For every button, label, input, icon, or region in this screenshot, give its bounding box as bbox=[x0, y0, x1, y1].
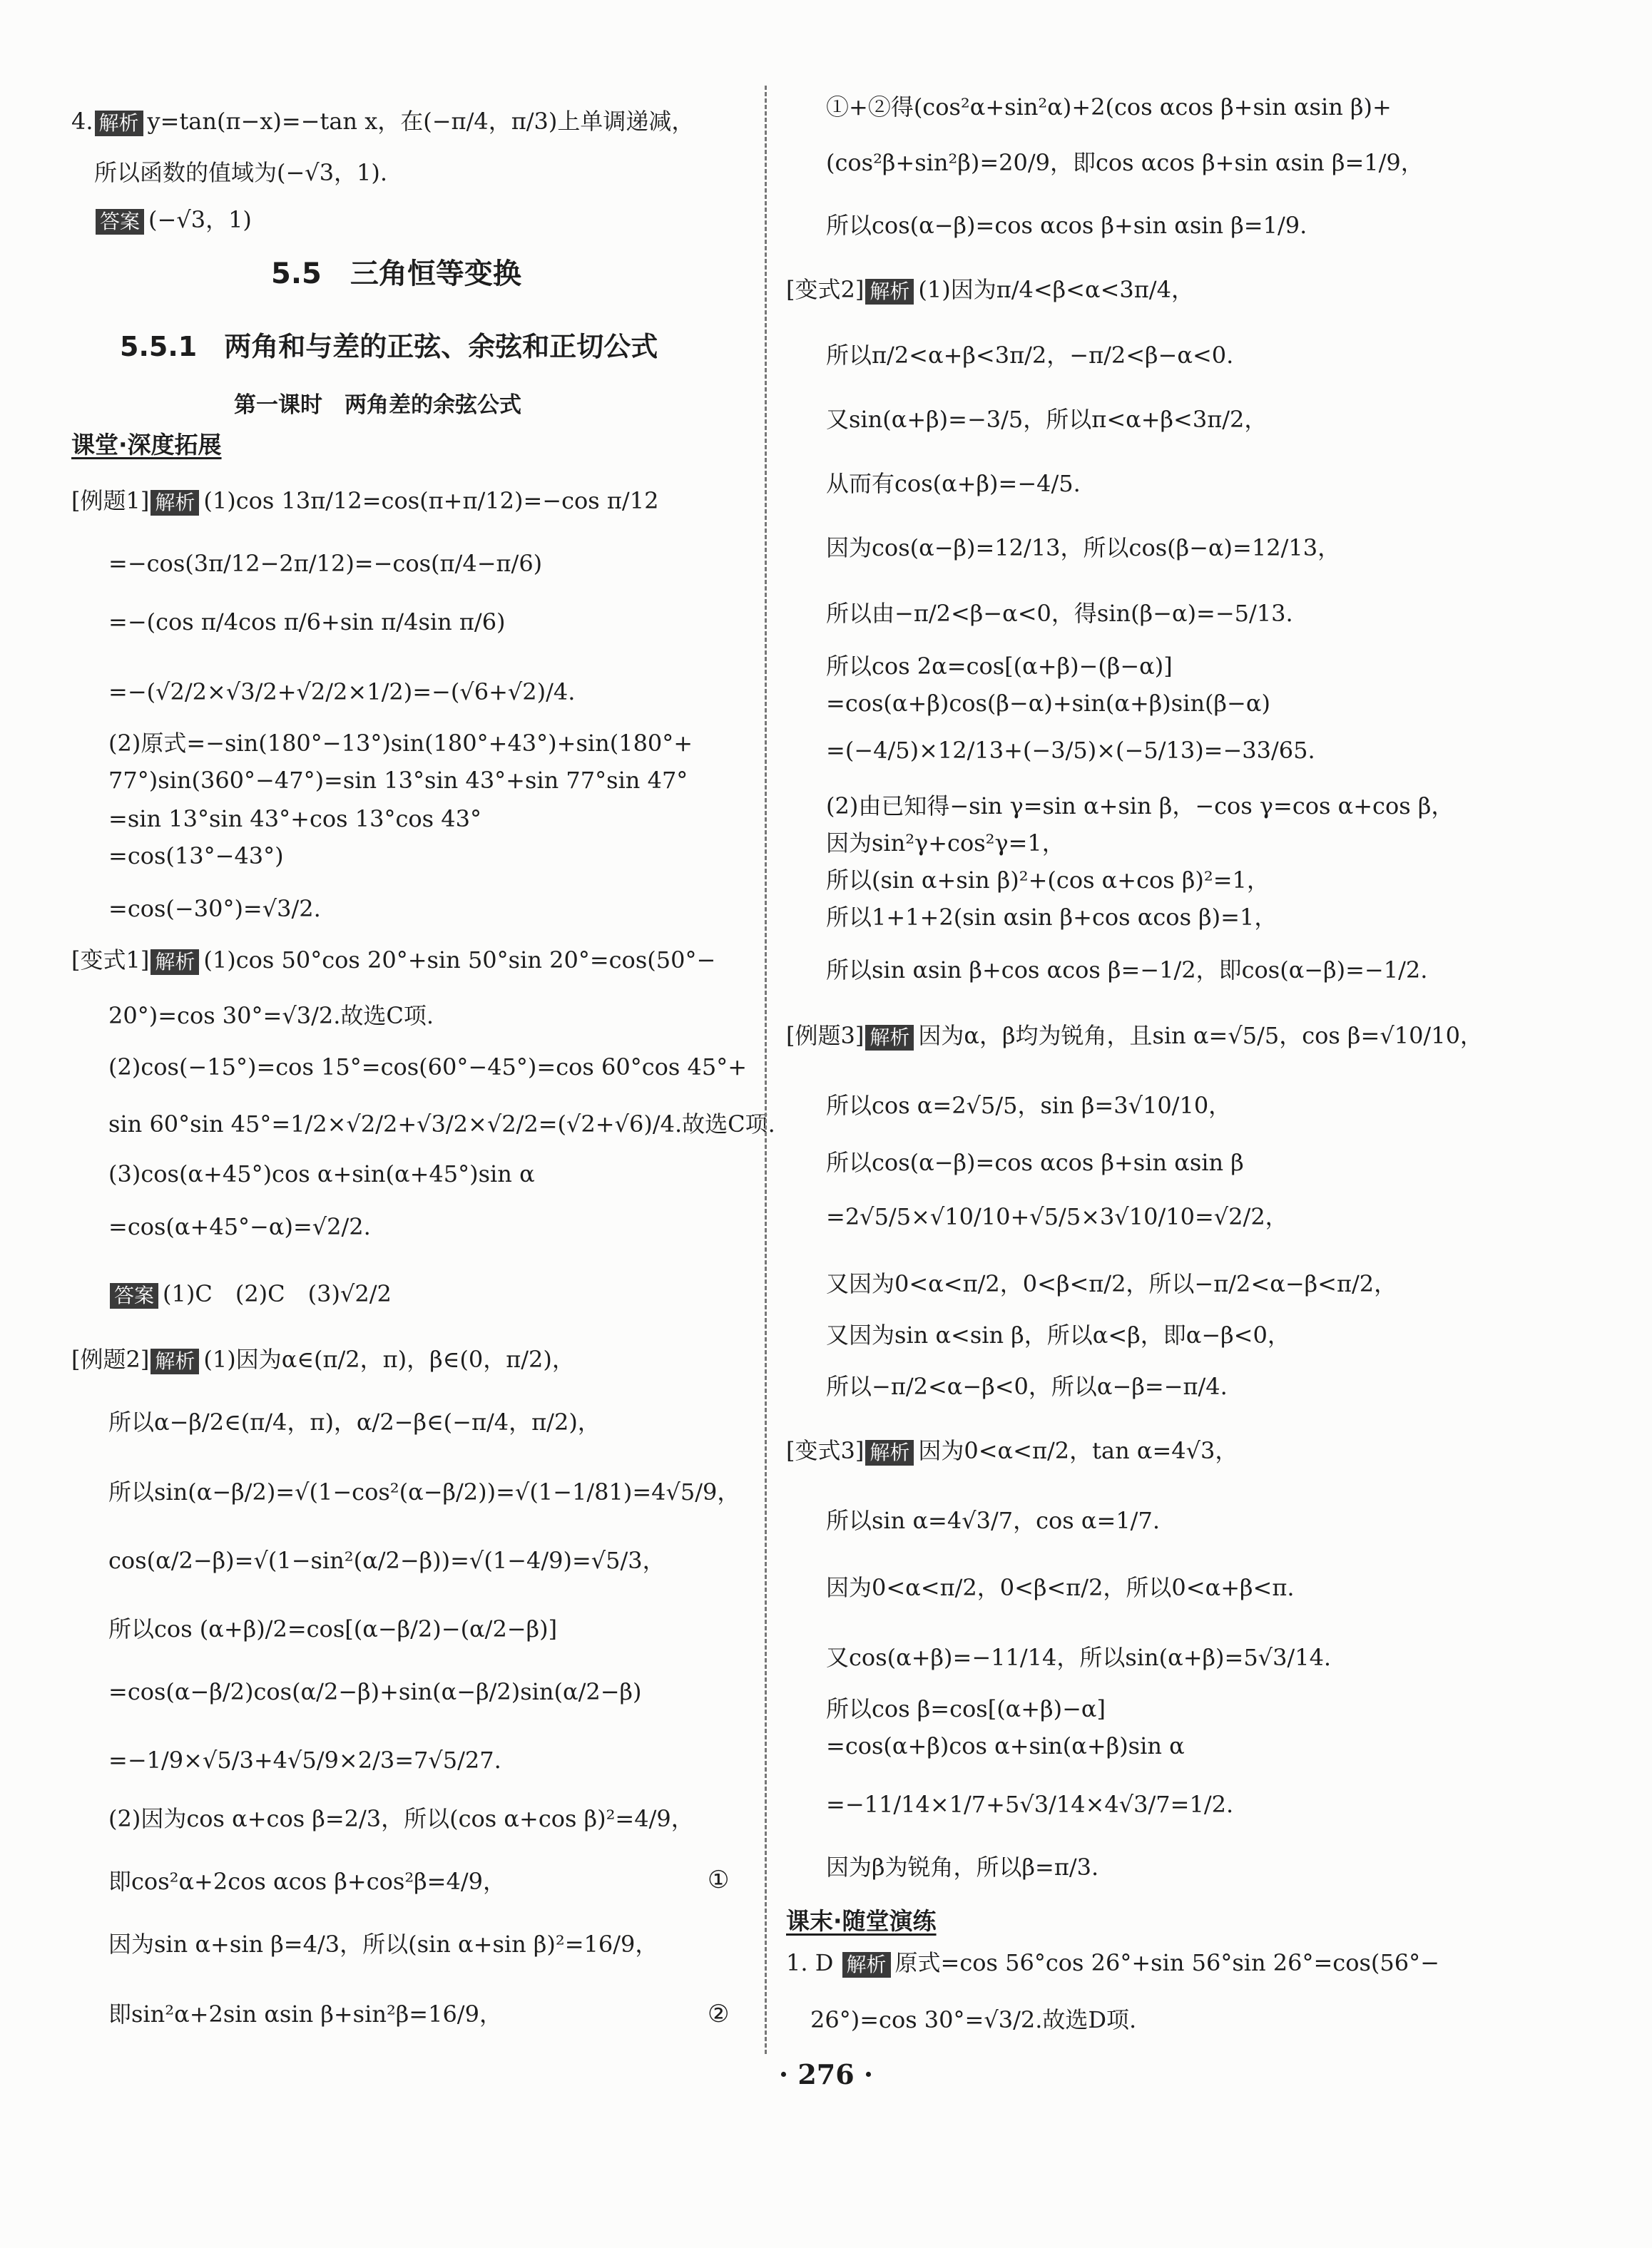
line: =sin 13°sin 43°+cos 13°cos 43° bbox=[108, 805, 481, 832]
page-number: · 276 · bbox=[778, 2058, 874, 2090]
line: 20°)=cos 30°=√3/2.故选C项. bbox=[108, 1002, 434, 1029]
line: [例题1] 解析 (1)cos 13π/12=cos(π+π/12)=−cos π/12 bbox=[71, 487, 659, 514]
line: 即sin²α+2sin αsin β+sin²β=16/9， bbox=[108, 2001, 502, 2028]
line: =(−4/5)×12/13+(−3/5)×(−5/13)=−33/65. bbox=[826, 737, 1315, 764]
line: (2)原式=−sin(180°−13°)sin(180°+43°)+sin(180°+ bbox=[108, 730, 693, 757]
analysis-tag: 解析 bbox=[865, 279, 914, 305]
line: 1. D 解析 原式=cos 56°cos 26°+sin 56°sin 26°=cos(56°− bbox=[786, 1949, 1439, 1976]
line: 所以由−π/2<β−α<0，得sin(β−α)=−5/13. bbox=[826, 600, 1293, 627]
line: 所以cos α=2√5/5，sin β=3√10/10， bbox=[826, 1092, 1232, 1119]
line: =cos(13°−43°) bbox=[108, 842, 284, 869]
block-heading-classroom: 课堂·深度拓展 bbox=[71, 431, 222, 459]
line: =cos(α+β)cos(β−α)+sin(α+β)sin(β−α) bbox=[826, 690, 1270, 717]
column-divider bbox=[765, 86, 767, 2054]
line: 因为sin α+sin β=4/3，所以(sin α+sin β)²=16/9， bbox=[108, 1931, 658, 1958]
line: =cos(−30°)=√3/2. bbox=[108, 895, 321, 922]
subsection-title: 5.5.1 两角和与差的正弦、余弦和正切公式 bbox=[120, 331, 658, 362]
analysis-tag: 解析 bbox=[865, 1025, 914, 1051]
line: 所以函数的值域为(−√3，1). bbox=[94, 159, 388, 186]
line: =cos(α−β/2)cos(α/2−β)+sin(α−β/2)sin(α/2−β) bbox=[108, 1678, 642, 1705]
answer-tag: 答案 bbox=[110, 1283, 158, 1309]
line: =−cos(3π/12−2π/12)=−cos(π/4−π/6) bbox=[108, 550, 543, 577]
line: 答案 (1)C (2)C (3)√2/2 bbox=[108, 1279, 392, 1309]
line: 所以1+1+2(sin αsin β+cos αcos β)=1， bbox=[826, 904, 1278, 931]
analysis-tag: 解析 bbox=[151, 949, 199, 975]
line: 因为0<α<π/2，0<β<π/2，所以0<α+β<π. bbox=[826, 1574, 1295, 1601]
line: 即cos²α+2cos αcos β+cos²β=4/9， bbox=[108, 1868, 506, 1895]
answer-tag: 答案 bbox=[96, 209, 144, 235]
line: 26°)=cos 30°=√3/2.故选D项. bbox=[810, 2006, 1137, 2033]
line: 因为cos(α−β)=12/13，所以cos(β−α)=12/13， bbox=[826, 534, 1341, 561]
line: 所以cos(α−β)=cos αcos β+sin αsin β=1/9. bbox=[826, 212, 1307, 239]
line: 所以sin α=4√3/7，cos α=1/7. bbox=[826, 1507, 1160, 1534]
line: 又因为sin α<sin β，所以α<β，即α−β<0， bbox=[826, 1322, 1290, 1349]
analysis-tag: 解析 bbox=[151, 490, 199, 516]
line: [变式3] 解析 因为0<α<π/2，tan α=4√3， bbox=[786, 1437, 1238, 1464]
line: 因为sin²γ+cos²γ=1， bbox=[826, 829, 1065, 857]
line: ①+②得(cos²α+sin²α)+2(cos αcos β+sin αsin β)+ bbox=[826, 93, 1392, 121]
line: =−11/14×1/7+5√3/14×4√3/7=1/2. bbox=[826, 1791, 1234, 1818]
line: [例题3] 解析 因为α，β均为锐角，且sin α=√5/5，cos β=√10/10， bbox=[786, 1022, 1483, 1049]
analysis-tag: 解析 bbox=[865, 1440, 914, 1466]
line: 所以sin αsin β+cos αcos β=−1/2，即cos(α−β)=−1/2. bbox=[826, 956, 1428, 984]
line: 4. 解析 y=tan(π−x)=−tan x，在(−π/4，π/3)上单调递减， bbox=[71, 108, 695, 135]
line: =cos(α+β)cos α+sin(α+β)sin α bbox=[826, 1732, 1185, 1759]
line: 答案 (−√3，1) bbox=[94, 205, 252, 235]
analysis-tag: 解析 bbox=[151, 1349, 199, 1374]
line: 从而有cos(α+β)=−4/5. bbox=[826, 470, 1081, 497]
section-title: 5.5 三角恒等变换 bbox=[271, 257, 521, 290]
line: 所以cos β=cos[(α+β)−α] bbox=[826, 1695, 1106, 1722]
equation-marker-1: ① bbox=[708, 1866, 730, 1894]
equation-marker-2: ② bbox=[708, 2000, 730, 2028]
line: 77°)sin(360°−47°)=sin 13°sin 43°+sin 77°sin 47° bbox=[108, 767, 688, 794]
line: =−1/9×√5/3+4√5/9×2/3=7√5/27. bbox=[108, 1747, 501, 1774]
line: sin 60°sin 45°=1/2×√2/2+√3/2×√2/2=(√2+√6)/4.故选C项. bbox=[108, 1110, 775, 1138]
line: 所以cos (α+β)/2=cos[(α−β/2)−(α/2−β)] bbox=[108, 1615, 558, 1642]
line: (3)cos(α+45°)cos α+sin(α+45°)sin α bbox=[108, 1160, 535, 1187]
line: [变式1] 解析 (1)cos 50°cos 20°+sin 50°sin 20°=cos(50°− bbox=[71, 946, 716, 974]
line: 又sin(α+β)=−3/5，所以π<α+β<3π/2， bbox=[826, 406, 1268, 433]
line: (cos²β+sin²β)=20/9，即cos αcos β+sin αsin β=1/9， bbox=[826, 149, 1424, 176]
line: =2√5/5×√10/10+√5/5×3√10/10=√2/2， bbox=[826, 1203, 1288, 1230]
line: =−(cos π/4cos π/6+sin π/4sin π/6) bbox=[108, 608, 506, 635]
line: 所以(sin α+sin β)²+(cos α+cos β)²=1， bbox=[826, 867, 1270, 894]
line: 所以π/2<α+β<3π/2，−π/2<β−α<0. bbox=[826, 342, 1234, 369]
lesson-title: 第一课时 两角差的余弦公式 bbox=[234, 392, 521, 418]
line: =cos(α+45°−α)=√2/2. bbox=[108, 1213, 371, 1240]
line: (2)因为cos α+cos β=2/3，所以(cos α+cos β)²=4/9， bbox=[108, 1805, 694, 1832]
line: 所以−π/2<α−β<0，所以α−β=−π/4. bbox=[826, 1373, 1228, 1400]
line: 又因为0<α<π/2，0<β<π/2，所以−π/2<α−β<π/2， bbox=[826, 1270, 1397, 1297]
analysis-tag: 解析 bbox=[95, 111, 143, 136]
line: [变式2] 解析 (1)因为π/4<β<α<3π/4， bbox=[786, 276, 1194, 303]
line: 所以cos(α−β)=cos αcos β+sin αsin β bbox=[826, 1149, 1244, 1176]
line: (2)由已知得−sin γ=sin α+sin β，−cos γ=cos α+cos β， bbox=[826, 792, 1454, 819]
line: 所以α−β/2∈(π/4，π)，α/2−β∈(−π/4，π/2)， bbox=[108, 1409, 601, 1436]
line: 所以cos 2α=cos[(α+β)−(β−α)] bbox=[826, 653, 1173, 680]
block-heading-after-class: 课末·随堂演练 bbox=[786, 1907, 937, 1935]
line: 因为β为锐角，所以β=π/3. bbox=[826, 1854, 1099, 1881]
line: cos(α/2−β)=√(1−sin²(α/2−β))=√(1−4/9)=√5/3， bbox=[108, 1547, 666, 1574]
analysis-tag: 解析 bbox=[842, 1952, 891, 1978]
line: 所以sin(α−β/2)=√(1−cos²(α−β/2))=√(1−1/81)=4√5/9， bbox=[108, 1478, 740, 1506]
line: 又cos(α+β)=−11/14，所以sin(α+β)=5√3/14. bbox=[826, 1644, 1332, 1671]
line: (2)cos(−15°)=cos 15°=cos(60°−45°)=cos 60°cos 45°+ bbox=[108, 1053, 748, 1080]
line: [例题2] 解析 (1)因为α∈(π/2，π)，β∈(0，π/2)， bbox=[71, 1346, 575, 1373]
line: =−(√2/2×√3/2+√2/2×1/2)=−(√6+√2)/4. bbox=[108, 678, 576, 705]
